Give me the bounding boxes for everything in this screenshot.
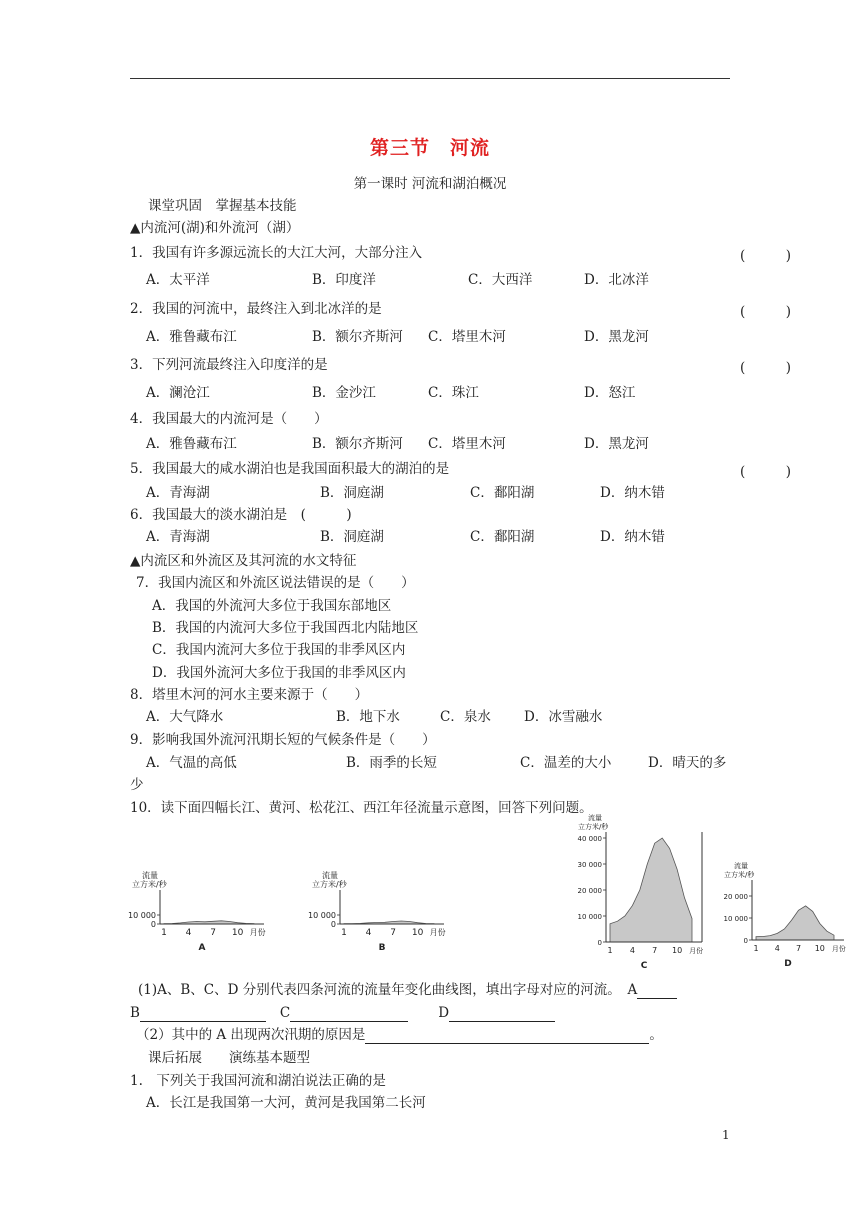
option: B．印度洋 <box>312 272 376 288</box>
option: C．鄱阳湖 <box>470 529 535 545</box>
x-tick-label: 4 <box>629 946 635 955</box>
section-heading: 课后拓展 演练基本题型 <box>148 1050 310 1066</box>
question-8-stem: 8．塔里木河的河水主要来源于（ ） <box>130 687 369 703</box>
y-label: 流量 <box>588 814 602 822</box>
answer-bracket[interactable]: ( ) <box>740 248 792 264</box>
answer-blank-b[interactable] <box>140 1007 266 1022</box>
option: B．额尔齐斯河 <box>312 329 403 345</box>
option: B．我国的内流河大多位于我国西北内陆地区 <box>152 620 419 636</box>
answer-blank-a[interactable] <box>637 984 677 999</box>
y-tick-label: 0 <box>330 920 336 929</box>
question-3-stem: 3．下列河流最终注入印度洋的是 <box>130 357 328 373</box>
header-rule <box>130 78 730 79</box>
option: B．额尔齐斯河 <box>312 436 403 452</box>
answer-bracket[interactable]: ( ) <box>740 304 792 320</box>
option: D．冰雪融水 <box>524 709 603 725</box>
option: D．黑龙河 <box>584 329 649 345</box>
question-4-stem: 4．我国最大的内流河是（ ） <box>130 411 328 427</box>
page-number: 1 <box>722 1128 730 1142</box>
answer-bracket[interactable]: ( ) <box>740 360 792 376</box>
option: B．洞庭湖 <box>320 485 384 501</box>
option: C．鄱阳湖 <box>470 485 535 501</box>
x-tick-label: 1 <box>161 928 167 938</box>
question-10-part-2: （2）其中的 A 出现两次汛期的原因是 。 <box>136 1027 663 1043</box>
option: B．雨季的长短 <box>346 755 437 771</box>
x-tick-label: 7 <box>795 944 802 953</box>
y-tick-label: 20 000 <box>723 893 748 901</box>
option: D．北冰洋 <box>584 272 649 288</box>
x-unit-label: 月份 <box>429 928 446 937</box>
y-tick-label: 10 000 <box>723 915 748 923</box>
y-tick-label: 20 000 <box>577 887 602 895</box>
y-tick-label: 40 000 <box>577 835 602 843</box>
answer-row: B C D <box>130 1004 555 1022</box>
question-10-stem: 10．读下面四幅长江、黄河、松花江、西江年径流量示意图，回答下列问题。 <box>130 800 593 816</box>
option: D．我国外流河大多位于我国的非季风区内 <box>152 665 406 681</box>
option: A．太平洋 <box>146 272 210 288</box>
runoff-area <box>610 838 692 942</box>
x-tick-label: 7 <box>210 928 216 938</box>
option: C．我国内流河大多位于我国的非季风区内 <box>152 642 406 658</box>
option: C．珠江 <box>428 385 479 401</box>
question-5-stem: 5．我国最大的咸水湖泊也是我国面积最大的湖泊的是 <box>130 461 450 477</box>
option: A．我国的外流河大多位于我国东部地区 <box>152 598 392 614</box>
x-tick-label: 10 <box>671 946 683 955</box>
x-unit-label: 月份 <box>831 945 846 953</box>
x-tick-label: 4 <box>365 928 372 938</box>
y-label: 流量 <box>734 862 748 870</box>
option: C．大西洋 <box>468 272 533 288</box>
y-tick-label: 30 000 <box>577 861 602 869</box>
answer-blank-reason[interactable] <box>365 1029 649 1044</box>
y-label: 流量 <box>322 871 338 880</box>
question-2-stem: 2．我国的河流中，最终注入到北冰洋的是 <box>130 301 382 317</box>
option: D．纳木错 <box>600 485 665 501</box>
x-tick-label: 4 <box>185 928 192 938</box>
x-tick-label: 1 <box>607 946 613 955</box>
option: A．澜沧江 <box>146 385 210 401</box>
chart-letter: A <box>198 943 206 953</box>
answer-blank-d[interactable] <box>449 1007 555 1022</box>
option-wrap: 少 <box>130 777 144 793</box>
x-tick-label: 7 <box>390 928 396 938</box>
option: B．金沙江 <box>312 385 376 401</box>
option: C．塔里木河 <box>428 436 506 452</box>
option: B．地下水 <box>336 709 400 725</box>
option: A．青海湖 <box>146 485 210 501</box>
x-tick-label: 10 <box>231 928 244 938</box>
answer-blank-c[interactable] <box>290 1007 408 1022</box>
question-1-stem: 1．我国有许多源远流长的大江大河，大部分注入 <box>130 245 423 261</box>
question-9-stem: 9．影响我国外流河汛期长短的气候条件是（ ） <box>130 732 436 748</box>
option: A．长江是我国第一大河，黄河是我国第二长河 <box>146 1095 426 1111</box>
x-tick-label: 1 <box>341 928 347 938</box>
y-label: 立方米/秒 <box>724 871 755 879</box>
option: B．洞庭湖 <box>320 529 384 545</box>
option: A．青海湖 <box>146 529 210 545</box>
y-label: 流量 <box>142 871 158 880</box>
y-label: 立方米/秒 <box>132 880 167 889</box>
option: A．雅鲁藏布江 <box>146 436 237 452</box>
y-label: 立方米/秒 <box>312 880 347 889</box>
option: A．大气降水 <box>146 709 224 725</box>
page-title: 第三节 河流 <box>369 137 490 159</box>
answer-bracket[interactable]: ( ) <box>740 464 792 480</box>
chart-letter: D <box>784 959 792 969</box>
topic-heading: ▲内流河(湖)和外流河（湖） <box>130 220 300 236</box>
question-10-part-1: (1)A、B、C、D 分别代表四条河流的流量年变化曲线图，填出字母对应的河流。 A <box>138 981 677 999</box>
x-unit-label: 月份 <box>689 947 704 955</box>
page-subtitle: 第一课时 河流和湖泊概况 <box>353 176 507 192</box>
y-tick-label: 0 <box>597 939 602 947</box>
x-tick-label: 10 <box>814 944 825 953</box>
x-unit-label: 月份 <box>249 928 266 937</box>
option: C．塔里木河 <box>428 329 506 345</box>
option: D．黑龙河 <box>584 436 649 452</box>
question-6-stem: 6．我国最大的淡水湖泊是 ( ) <box>130 507 352 523</box>
x-tick-label: 7 <box>652 946 658 955</box>
x-tick-label: 4 <box>774 944 780 953</box>
extension-question-1: 1. 下列关于我国河流和湖泊说法正确的是 <box>130 1073 386 1089</box>
chart-letter: C <box>640 961 648 971</box>
option: A．气温的高低 <box>146 755 237 771</box>
runoff-area <box>756 906 834 940</box>
x-tick-label: 1 <box>753 944 759 953</box>
y-label: 立方米/秒 <box>578 823 609 831</box>
option: A．雅鲁藏布江 <box>146 329 237 345</box>
y-tick-label: 10 000 <box>128 911 156 920</box>
question-7-stem: 7．我国内流区和外流区说法错误的是（ ） <box>136 575 415 591</box>
topic-heading: ▲内流区和外流区及其河流的水文特征 <box>130 553 357 569</box>
y-tick-label: 10 000 <box>308 911 336 920</box>
y-tick-label: 10 000 <box>577 913 602 921</box>
option: C．温差的大小 <box>520 755 612 771</box>
option: D．晴天的多 <box>648 755 727 771</box>
option: C．泉水 <box>440 709 491 725</box>
section-heading: 课堂巩固 掌握基本技能 <box>148 198 297 214</box>
y-tick-label: 0 <box>743 937 748 945</box>
y-tick-label: 0 <box>150 920 156 929</box>
chart-letter: B <box>378 943 386 953</box>
option: D．纳木错 <box>600 529 665 545</box>
x-tick-label: 10 <box>411 928 424 938</box>
runoff-charts <box>0 814 860 984</box>
option: D．怒江 <box>584 385 636 401</box>
